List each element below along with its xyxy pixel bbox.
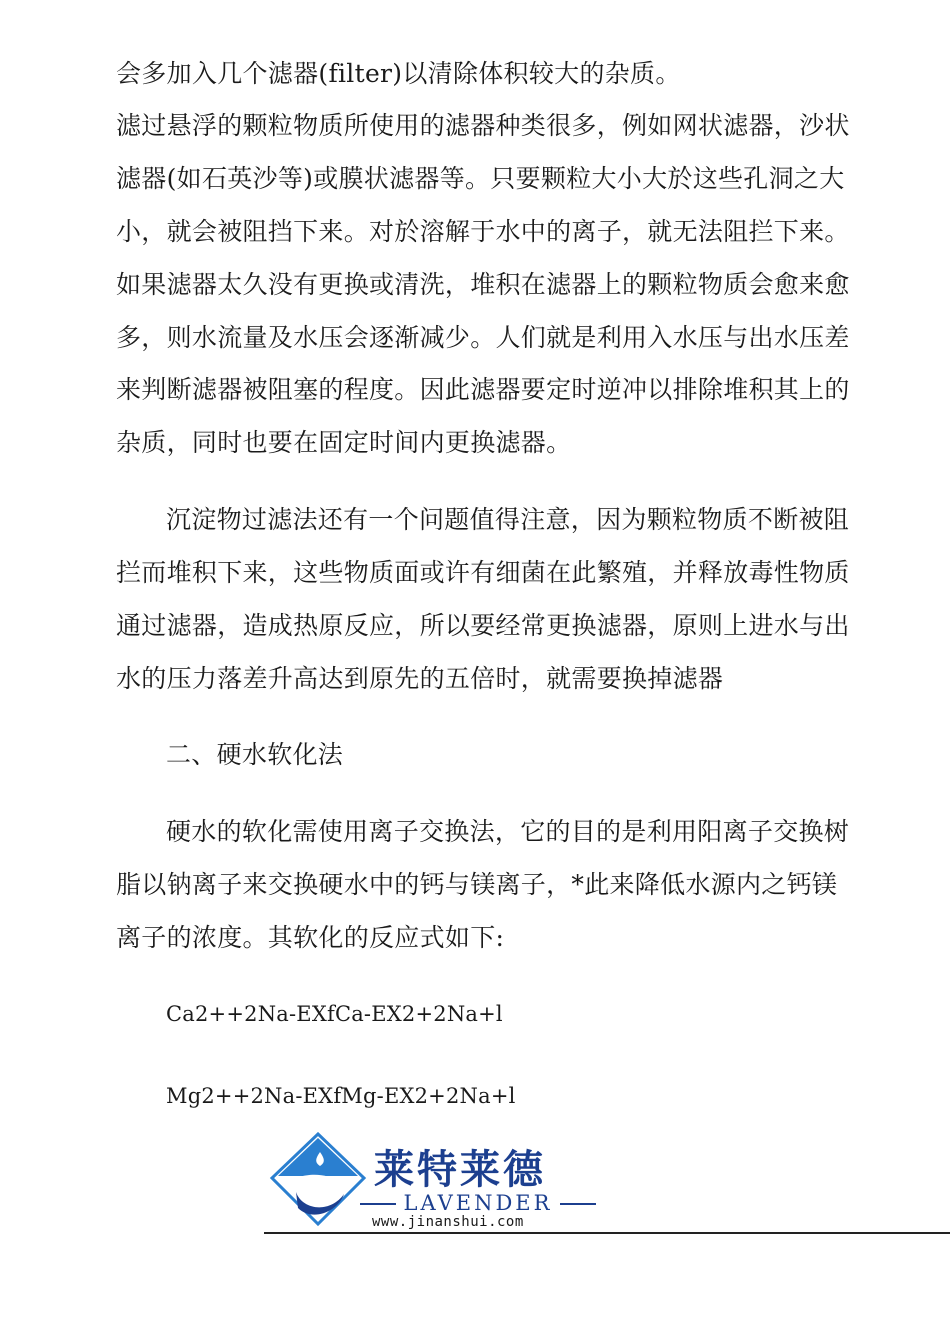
company-url: www.jinanshui.com bbox=[372, 1214, 524, 1230]
text-line: 滤器(如石英沙等)或膜状滤器等。只要颗粒大小大於这些孔洞之大 bbox=[116, 164, 845, 193]
text-line: 滤过悬浮的颗粒物质所使用的滤器种类很多，例如网状滤器，沙状 bbox=[116, 111, 850, 140]
reaction-formula-magnesium: Mg2++2Na-EXfMg-EX2+2Na+l bbox=[166, 1084, 516, 1108]
text-line: 多，则水流量及水压会逐渐减少。人们就是利用入水压与出水压差 bbox=[116, 323, 850, 352]
text-line: 来判断滤器被阻塞的程度。因此滤器要定时逆冲以排除堆积其上的 bbox=[116, 375, 850, 404]
brand-name-english: LAVENDER bbox=[403, 1191, 553, 1215]
text-line: 硬水的软化需使用离子交换法，它的目的是利用阳离子交换树 bbox=[166, 817, 850, 846]
footer-divider bbox=[264, 1232, 950, 1234]
company-logo bbox=[268, 1132, 598, 1232]
text-line: 离子的浓度。其软化的反应式如下: bbox=[116, 923, 505, 952]
reaction-formula-calcium: Ca2++2Na-EXfCa-EX2+2Na+l bbox=[166, 1002, 503, 1026]
logo-rule-right bbox=[560, 1203, 596, 1205]
text-line: 沉淀物过滤法还有一个问题值得注意，因为颗粒物质不断被阻 bbox=[166, 505, 850, 534]
text-line: 脂以钠离子来交换硬水中的钙与镁离子，*此来降低水源内之钙镁 bbox=[116, 870, 838, 899]
text-line: 通过滤器，造成热原反应，所以要经常更换滤器，原则上进水与出 bbox=[116, 611, 850, 640]
text-line: 杂质，同时也要在固定时间内更换滤器。 bbox=[116, 428, 572, 457]
text-line: 会多加入几个滤器(filter)以清除体积较大的杂质。 bbox=[116, 59, 681, 88]
logo-rule-left bbox=[360, 1203, 396, 1205]
text-line: 如果滤器太久没有更换或清洗，堆积在滤器上的颗粒物质会愈来愈 bbox=[116, 270, 850, 299]
water-drop-diamond-logo-icon bbox=[268, 1132, 368, 1228]
section-heading: 二、硬水软化法 bbox=[166, 740, 344, 769]
text-line: 拦而堆积下来，这些物质面或许有细菌在此繁殖，并释放毒性物质 bbox=[116, 558, 850, 587]
text-line: 小，就会被阻挡下来。对於溶解于水中的离子，就无法阻拦下来。 bbox=[116, 217, 850, 246]
brand-name-chinese: 莱特莱德 bbox=[374, 1147, 546, 1193]
text-line: 水的压力落差升高达到原先的五倍时，就需要换掉滤器 bbox=[116, 664, 724, 693]
